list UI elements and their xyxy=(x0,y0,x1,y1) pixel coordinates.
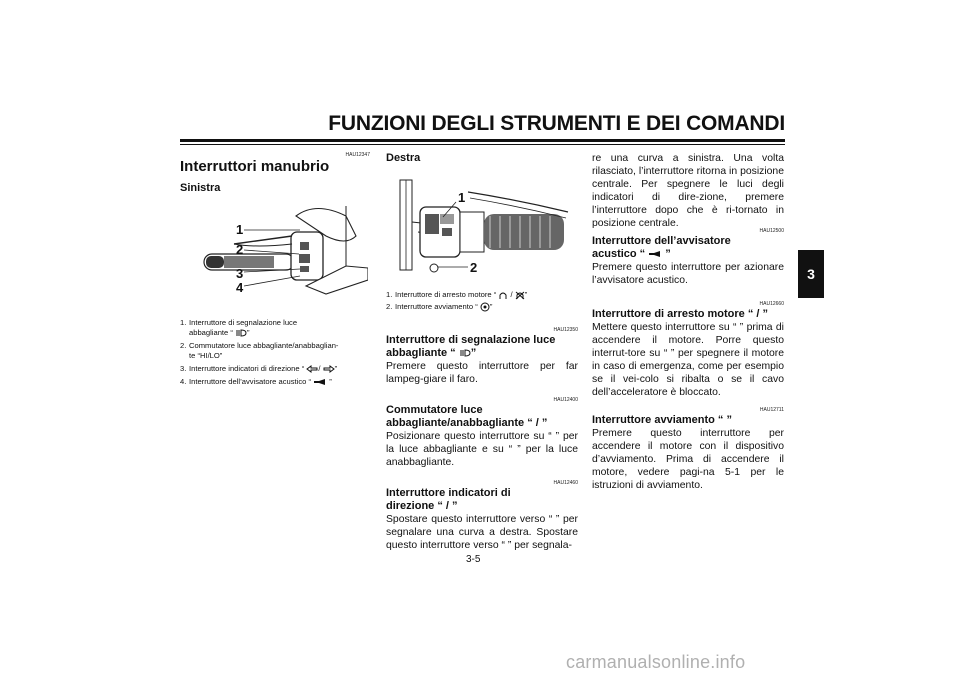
header-rule-thin xyxy=(180,144,785,145)
callout-2: 2 xyxy=(236,242,244,257)
caption-item: 1. Interruttore di arresto motore “ / ” xyxy=(386,290,528,299)
section-body: Spostare questo interruttore verso “ ” per segnalare una curva a destra. Spostare questo interruttore verso “ ” per segnala- xyxy=(386,514,578,551)
page-number: 3-5 xyxy=(466,554,481,565)
section-body: Premere questo interruttore per far lampeg-giare il faro. xyxy=(386,361,578,385)
caption-item: 4. Interruttore dell’avvisatore acustico “ ” xyxy=(180,377,332,386)
ref-code: HAU12660 xyxy=(759,301,784,307)
caption-list xyxy=(180,318,370,387)
caption-item: 3. Interruttore indicatori di direzione “ / ” xyxy=(180,364,338,373)
section-title: Interruttori manubrio xyxy=(180,158,330,175)
turn-right-icon xyxy=(323,365,335,373)
ref-code: HAU12500 xyxy=(759,228,784,234)
engine-run-icon xyxy=(498,291,508,300)
caption-item-cont: abbagliante “ ” xyxy=(189,328,250,337)
ref-code: HAU12460 xyxy=(553,480,578,486)
starter-icon xyxy=(480,302,490,312)
chapter-tab[interactable]: 3 xyxy=(798,250,824,298)
caption-list xyxy=(386,290,576,312)
subsection-title: Sinistra xyxy=(180,182,221,194)
section-body: Posizionare questo interruttore su “ ” per la luce abbagliante e su “ ” per la luce anabbagliante. xyxy=(386,431,578,468)
horn-icon xyxy=(313,378,327,386)
header-rule-thick xyxy=(180,139,785,142)
left-handlebar-illustration xyxy=(196,196,368,306)
ref-code: HAU12400 xyxy=(553,397,578,403)
section-heading: Interruttore dell’avvisatore acustico “ ” xyxy=(592,235,731,260)
callout-4: 4 xyxy=(236,280,244,295)
section-heading: Interruttore indicatori di direzione “ / ” xyxy=(386,487,511,512)
section-body: re una curva a sinistra. Una volta rilasciato, l’interruttore ritorna in posizione centrale. Per spegnere le luci degli indicatori di dire-zione, premere l’interruttore dopo che è ri-tornato in posizione centrale. xyxy=(592,153,784,229)
callout-1: 1 xyxy=(458,190,466,205)
section-heading: Interruttore di segnalazione luce abbagliante “ ” xyxy=(386,334,556,359)
section-body: Premere questo interruttore per azionare l’avvisatore acustico. xyxy=(592,262,784,286)
section-heading: Commutatore luce abbagliante/anabbagliante “ / ” xyxy=(386,404,548,429)
caption-item: 2. Interruttore avviamento “ ” xyxy=(386,302,493,311)
caption-item-cont: te “HI/LO” xyxy=(189,351,223,360)
section-heading: Interruttore di arresto motore “ / ” xyxy=(592,308,769,320)
ref-code: HAU12711 xyxy=(759,407,784,413)
horn-icon xyxy=(648,250,662,258)
callout-1: 1 xyxy=(236,222,244,237)
ref-code: HAU12350 xyxy=(553,327,578,333)
callout-3: 3 xyxy=(236,266,244,281)
turn-left-icon xyxy=(306,365,318,373)
section-body: Mettere questo interruttore su “ ” prima di accendere il motore. Porre questo interrut-tore su “ ” per spegnere il motore in caso di emergenza, come per esempio se il vei-colo si ribalta o se il cavo dell’acceleratore è bloccato. xyxy=(592,322,784,398)
engine-stop-icon xyxy=(515,291,525,300)
right-handlebar-illustration xyxy=(398,172,578,282)
caption-item: 1. Interruttore di segnalazione luce xyxy=(180,318,298,327)
high-beam-icon xyxy=(235,329,247,337)
ref-code: HAU12347 xyxy=(345,152,370,158)
page-header-title: FUNZIONI DEGLI STRUMENTI E DEI COMANDI xyxy=(328,112,785,135)
caption-item: 2. Commutatore luce abbagliante/anabbaglian- xyxy=(180,341,339,350)
section-body: Premere questo interruttore per accendere il motore con il dispositivo d’avviamento. Prima di accendere il motore, vedere pagi-na 5-1 per le istruzioni di avviamento. xyxy=(592,428,784,491)
watermark: carmanualsonline.info xyxy=(566,652,746,672)
callout-2: 2 xyxy=(470,260,478,275)
section-heading: Interruttore avviamento “ ” xyxy=(592,414,732,426)
high-beam-icon xyxy=(459,349,471,357)
subsection-title: Destra xyxy=(386,152,421,164)
